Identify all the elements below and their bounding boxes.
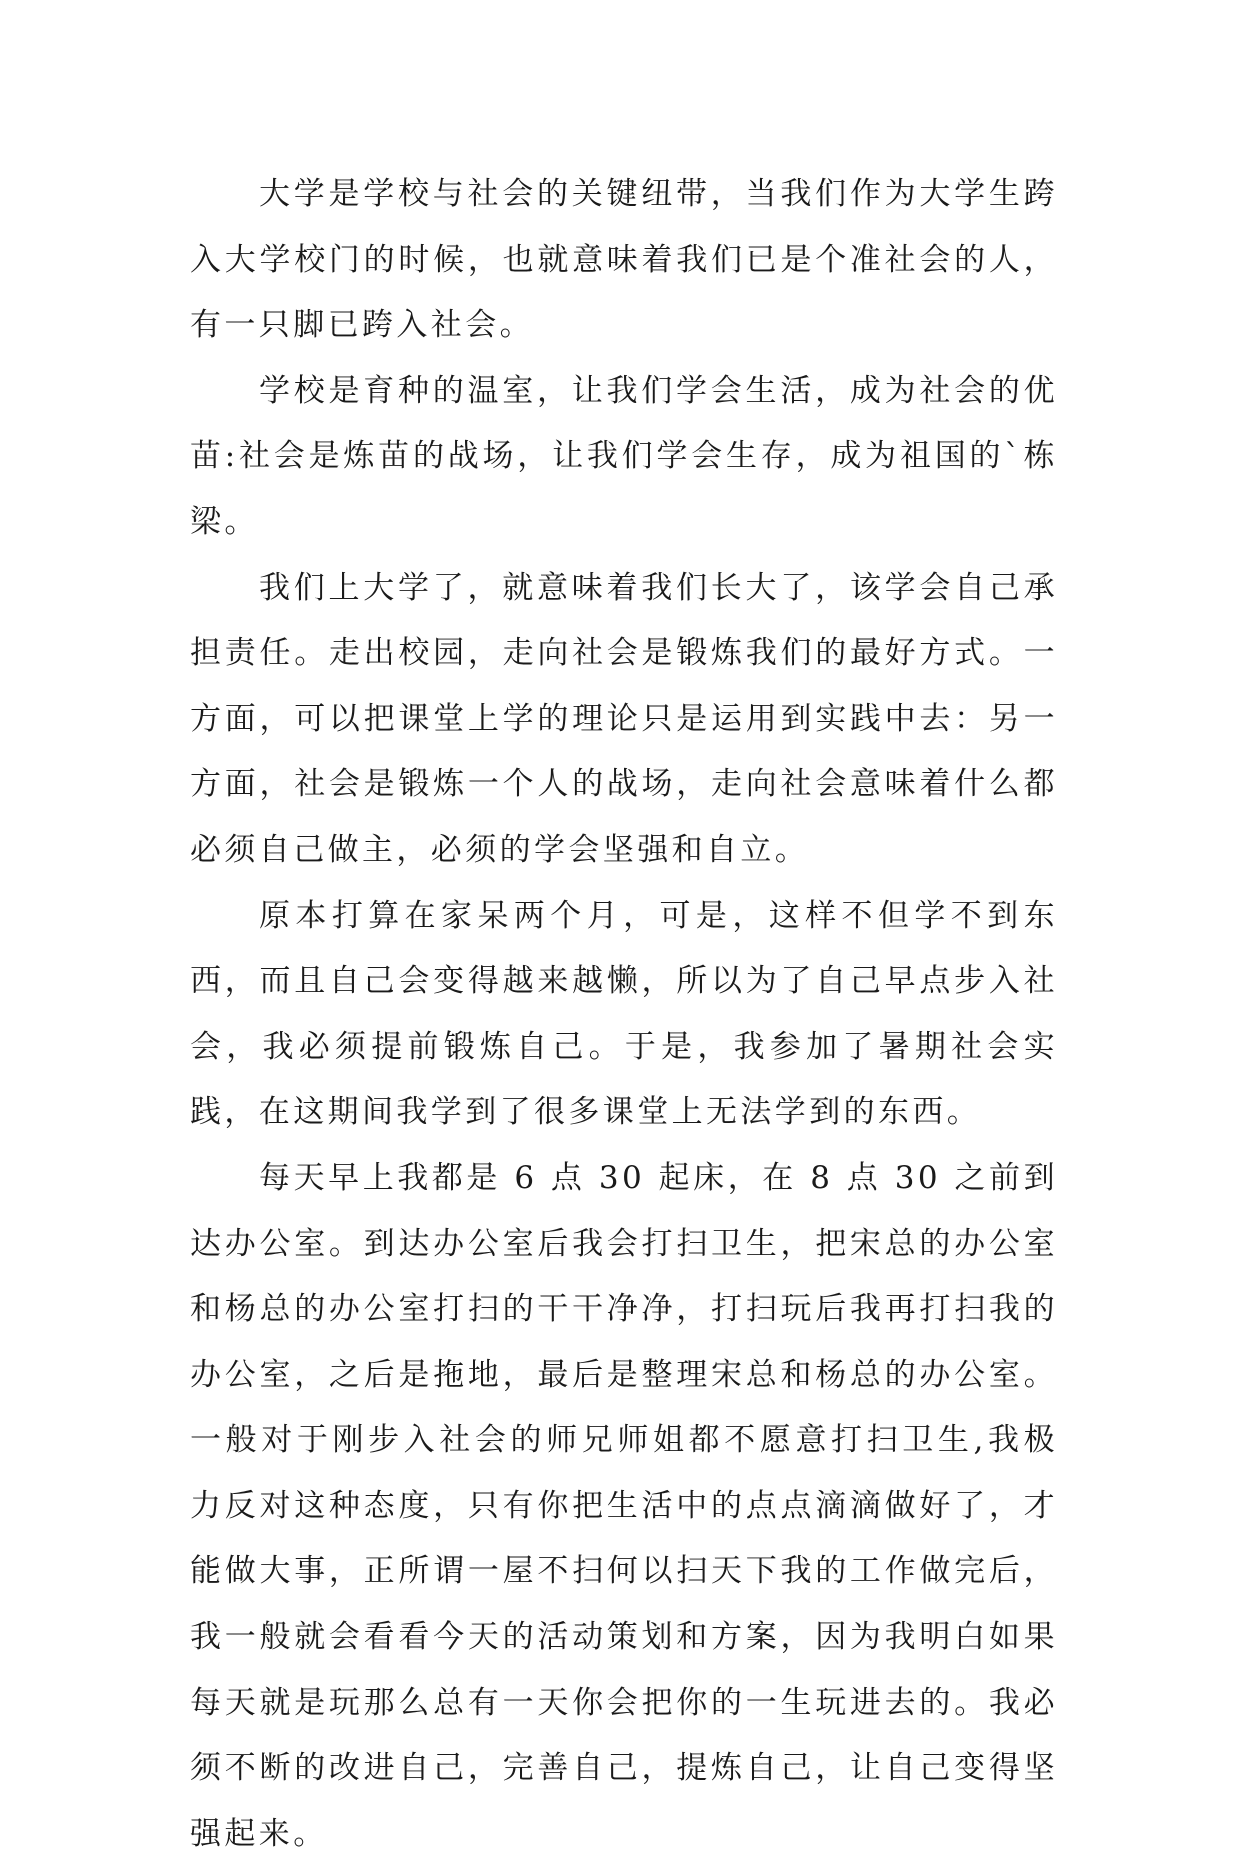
paragraph-1: 大学是学校与社会的关键纽带，当我们作为大学生跨入大学校门的时候，也就意味着我们已是个准社会的人，有一只脚已跨入社会。 (190, 176, 1058, 344)
paragraph-2: 学校是育种的温室，让我们学会生活，成为社会的优苗:社会是炼苗的战场，让我们学会生存，成为祖国的`栋梁。 (190, 372, 1058, 540)
paragraph-3: 我们上大学了，就意味着我们长大了，该学会自己承担责任。走出校园，走向社会是锻炼我们的最好方式。一方面，可以把课堂上学的理论只是运用到实践中去：另一方面，社会是锻炼一个人的战场，走向社会意味着什么都必须自己做主，必须的学会坚强和自立。 (190, 569, 1058, 868)
document-body (190, 162, 1058, 1867)
paragraph-4: 原本打算在家呆两个月，可是，这样不但学不到东西，而且自己会变得越来越懒，所以为了自己早点步入社会，我必须提前锻炼自己。于是，我参加了暑期社会实践，在这期间我学到了很多课堂上无法学到的东西。 (190, 897, 1058, 1131)
paragraph-5: 每天早上我都是 6 点 30 起床，在 8 点 30 之前到达办公室。到达办公室后我会打扫卫生，把宋总的办公室和杨总的办公室打扫的干干净净，打扫玩后我再打扫我的办公室，之后是拖地，最后是整理宋总和杨总的办公室。一般对于刚步入社会的师兄师姐都不愿意打扫卫生,我极力反对这种态度，只有你把生活中的点点滴滴做好了，才能做大事，正所谓一屋不扫何以扫天下我的工作做完后，我一般就会看看今天的活动策划和方案，因为我明白如果每天就是玩那么总有一天你会把你的一生玩进去的。我必须不断的改进自己，完善自己，提炼自己，让自己变得坚强起来。 (190, 1159, 1058, 1852)
